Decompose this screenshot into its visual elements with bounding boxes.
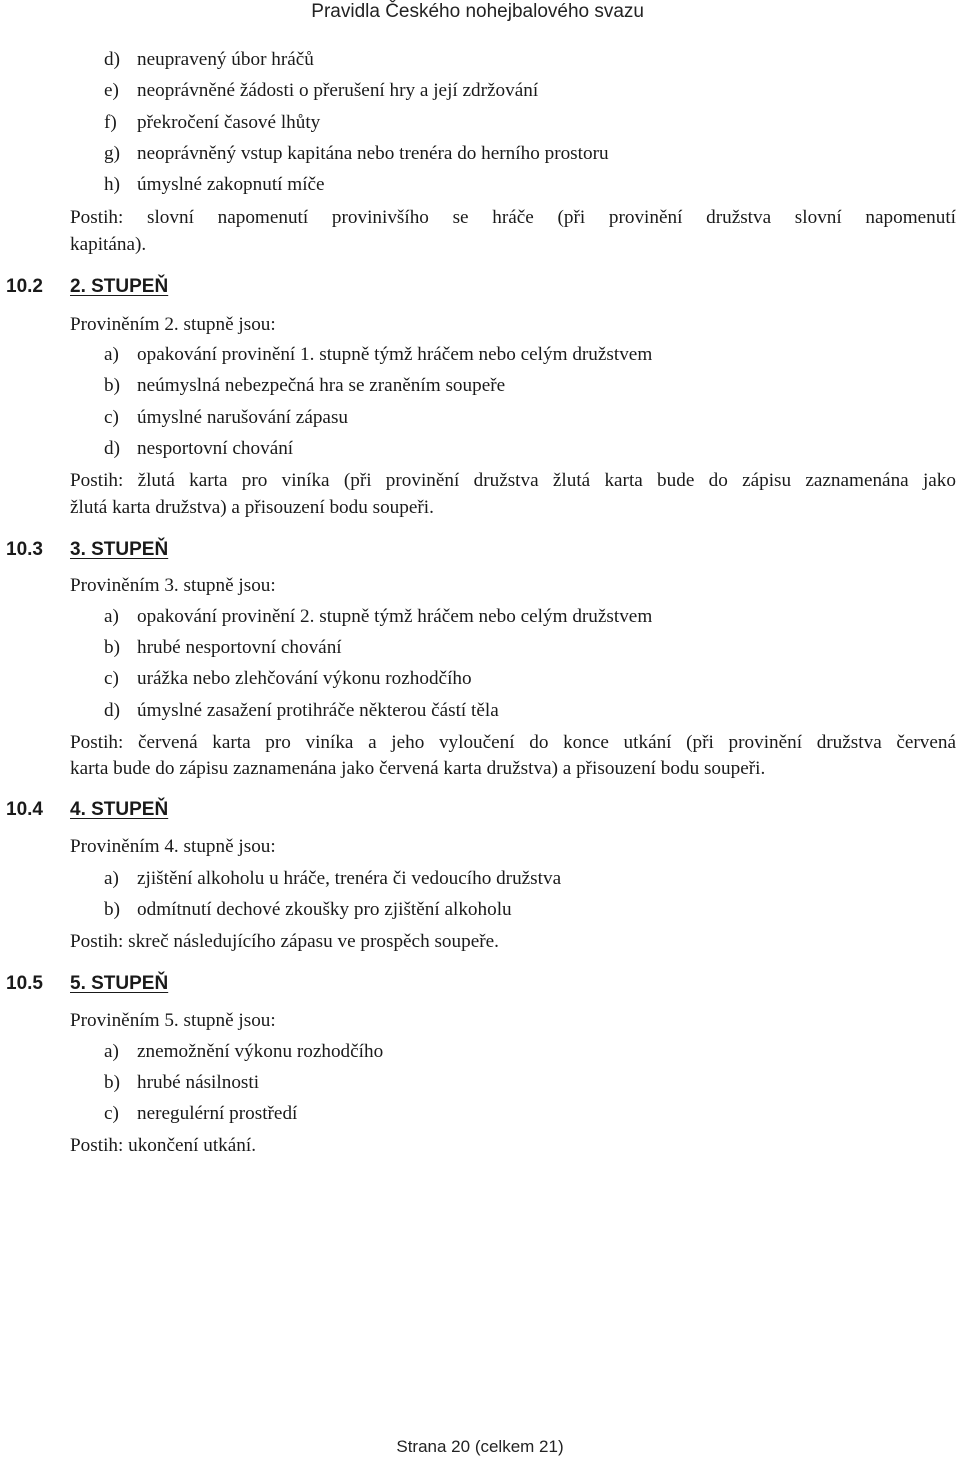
item-text: zjištění alkoholu u hráče, trenéra či vedoucího družstva <box>137 868 562 889</box>
penalty-text: kapitána). <box>70 234 147 255</box>
list-item <box>104 1071 259 1095</box>
list-item <box>104 1102 297 1126</box>
penalty-text: Postih: ukončení utkání. <box>70 1135 257 1156</box>
item-text: neregulérní prostředí <box>137 1103 298 1124</box>
item-marker: d) <box>104 438 120 459</box>
item-marker: f) <box>104 112 117 133</box>
item-marker: a) <box>104 344 119 365</box>
penalty-text: karta bude do zápisu zaznamenána jako červená karta družstva) a přisouzení bodu soupeři. <box>70 758 766 779</box>
penalty-text: Postih: slovní napomenutí provinivšího se hráče (při provinění družstva slovní napomenutí <box>70 207 956 228</box>
item-marker: a) <box>104 606 119 627</box>
section-intro: Proviněním 3. stupně jsou: <box>70 575 276 596</box>
item-marker: a) <box>104 1041 119 1062</box>
list-item <box>104 173 325 197</box>
item-text: překročení časové lhůty <box>137 112 321 133</box>
item-marker: b) <box>104 1072 120 1093</box>
item-marker: b) <box>104 899 120 920</box>
item-text: urážka nebo zlehčování výkonu rozhodčího <box>137 668 472 689</box>
running-header: Pravidla Českého nohejbalového svazu <box>311 1 644 22</box>
list-item <box>104 79 538 103</box>
page-footer: Strana 20 (celkem 21) <box>396 1437 564 1456</box>
list-item <box>104 605 652 629</box>
item-text: neúmyslná nebezpečná hra se zraněním soupeře <box>137 375 506 396</box>
section-number: 10.3 <box>6 539 43 560</box>
section-number: 10.4 <box>6 799 43 820</box>
item-marker: d) <box>104 49 120 70</box>
item-marker: g) <box>104 143 120 164</box>
list-item <box>104 343 652 367</box>
item-text: úmyslné narušování zápasu <box>137 407 349 428</box>
list-item <box>104 898 512 922</box>
item-text: hrubé nesportovní chování <box>137 637 342 658</box>
list-item <box>104 437 293 461</box>
section-heading: 5. STUPEŇ <box>70 973 169 994</box>
list-item <box>104 406 348 430</box>
section-number: 10.5 <box>6 973 43 994</box>
penalty-text: Postih: červená karta pro viníka a jeho vyloučení do konce utkání (při provinění družstva červená <box>70 732 956 753</box>
item-marker: b) <box>104 637 120 658</box>
list-item <box>104 374 505 398</box>
penalty-text: Postih: žlutá karta pro viníka (při provinění družstva žlutá karta bude do zápisu zaznamenána jako <box>70 470 956 491</box>
item-text: neupravený úbor hráčů <box>137 49 314 70</box>
item-marker: c) <box>104 668 119 689</box>
item-text: opakování provinění 2. stupně týmž hráčem nebo celým družstvem <box>137 606 653 627</box>
penalty-text: Postih: skreč následujícího zápasu ve prospěch soupeře. <box>70 931 499 952</box>
item-text: hrubé násilnosti <box>137 1072 260 1093</box>
item-marker: d) <box>104 700 120 721</box>
section-heading: 2. STUPEŇ <box>70 276 169 297</box>
item-text: odmítnutí dechové zkoušky pro zjištění alkoholu <box>137 899 512 920</box>
list-item <box>104 699 499 723</box>
penalty-text: žlutá karta družstva) a přisouzení bodu soupeři. <box>70 497 434 518</box>
item-marker: c) <box>104 407 119 428</box>
section-intro: Proviněním 5. stupně jsou: <box>70 1010 276 1031</box>
list-item <box>104 667 472 691</box>
section-heading: 4. STUPEŇ <box>70 799 169 820</box>
list-item <box>104 142 609 166</box>
item-text: neoprávněné žádosti o přerušení hry a její zdržování <box>137 80 539 101</box>
item-marker: a) <box>104 868 119 889</box>
item-marker: c) <box>104 1103 119 1124</box>
item-text: opakování provinění 1. stupně týmž hráčem nebo celým družstvem <box>137 344 653 365</box>
section-number: 10.2 <box>6 276 43 297</box>
item-marker: e) <box>104 80 119 101</box>
list-item <box>104 636 342 660</box>
item-marker: b) <box>104 375 120 396</box>
section-intro: Proviněním 2. stupně jsou: <box>70 314 276 335</box>
list-item <box>104 1040 383 1064</box>
section-heading: 3. STUPEŇ <box>70 539 169 560</box>
list-item <box>104 111 320 135</box>
item-text: úmyslné zasažení protihráče některou částí těla <box>137 700 499 721</box>
section-intro: Proviněním 4. stupně jsou: <box>70 836 276 857</box>
item-text: nesportovní chování <box>137 438 294 459</box>
item-text: úmyslné zakopnutí míče <box>137 174 325 195</box>
list-item <box>104 48 314 72</box>
item-text: znemožnění výkonu rozhodčího <box>137 1041 384 1062</box>
item-marker: h) <box>104 174 120 195</box>
item-text: neoprávněný vstup kapitána nebo trenéra do herního prostoru <box>137 143 609 164</box>
list-item <box>104 867 561 891</box>
